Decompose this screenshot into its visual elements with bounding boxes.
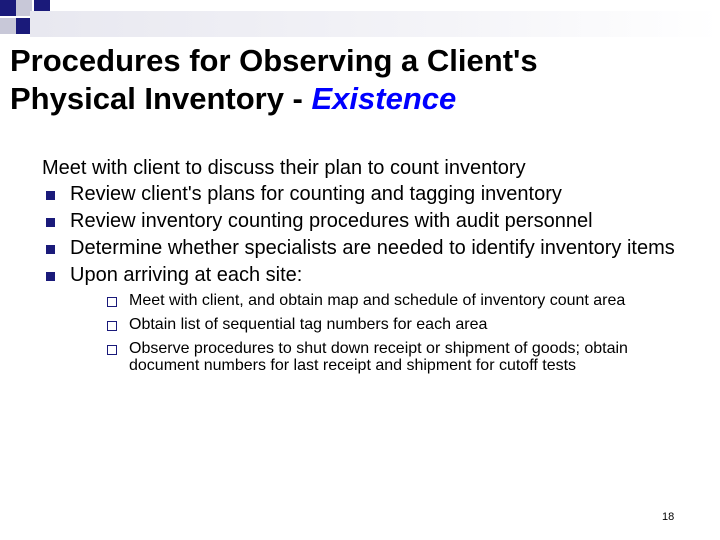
- sub-list-item-text: Obtain list of sequential tag numbers for each area: [129, 316, 488, 333]
- square-bullet-icon: [46, 191, 55, 200]
- list-item: [46, 238, 686, 259]
- list-item-text: Review inventory counting procedures with audit personnel: [70, 210, 593, 232]
- list-item: [46, 265, 686, 374]
- list-item: [46, 211, 686, 232]
- slide-body: [42, 156, 686, 381]
- corner-square-decoration: [0, 0, 16, 16]
- title-accent-word: Existence: [311, 81, 457, 116]
- sub-list-item: [106, 340, 686, 374]
- list-item: [46, 184, 686, 205]
- bullet-list: [46, 184, 686, 374]
- square-bullet-icon: [46, 272, 55, 281]
- sub-list-item-text: Observe procedures to shut down receipt or shipment of goods; obtain document numbers for last receipt and shipment for cutoff tests: [129, 340, 628, 374]
- title-line-2-prefix: Physical Inventory -: [10, 81, 312, 116]
- corner-square-decoration: [0, 18, 16, 34]
- slide-title: [10, 42, 710, 118]
- hollow-square-bullet-icon: [107, 297, 117, 307]
- sub-list-item: [106, 292, 686, 309]
- lead-text: Meet with client to discuss their plan to count inventory: [42, 157, 526, 179]
- sub-list-item-text: Meet with client, and obtain map and schedule of inventory count area: [129, 292, 626, 309]
- list-item-text: Upon arriving at each site:: [70, 264, 303, 286]
- list-item-text: Determine whether specialists are needed to identify inventory items: [70, 237, 675, 259]
- square-bullet-icon: [46, 218, 55, 227]
- page-number: 18: [662, 511, 675, 523]
- header-gradient-bar: [30, 11, 720, 37]
- sub-list-item: [106, 316, 686, 333]
- sub-bullet-list: [106, 292, 686, 374]
- hollow-square-bullet-icon: [107, 321, 117, 331]
- title-line-1: Procedures for Observing a Client's: [10, 43, 538, 78]
- list-item-text: Review client's plans for counting and tagging inventory: [70, 183, 562, 205]
- square-bullet-icon: [46, 245, 55, 254]
- hollow-square-bullet-icon: [107, 345, 117, 355]
